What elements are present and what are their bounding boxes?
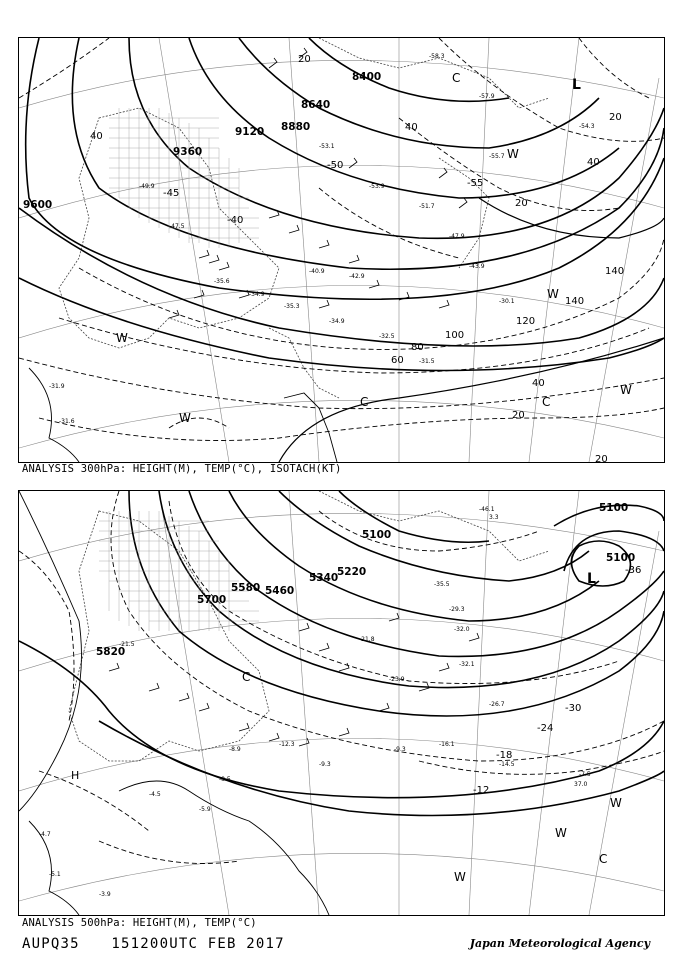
- low-circle: [554, 505, 664, 586]
- isotach-label: 140: [565, 296, 585, 307]
- svg-text:-8.5: -8.5: [219, 776, 231, 783]
- map-500hpa: [18, 490, 665, 916]
- svg-text:-35.5: -35.5: [434, 581, 450, 588]
- svg-text:-31.9: -31.9: [49, 383, 65, 390]
- height-label: 9120: [235, 126, 265, 138]
- isotach-label: 140: [605, 266, 625, 277]
- svg-text:-57.9: -57.9: [479, 93, 495, 100]
- warm-symbol: W: [610, 796, 622, 810]
- temp-label: -50: [327, 160, 344, 171]
- svg-text:-32.0: -32.0: [454, 626, 470, 633]
- isotach-label: 100: [445, 330, 465, 341]
- cold-symbol: C: [242, 670, 251, 684]
- svg-text:-31.6: -31.6: [59, 418, 75, 425]
- svg-text:-14.5: -14.5: [499, 761, 515, 768]
- height-label: 5580: [231, 582, 261, 594]
- svg-text:-51.7: -51.7: [419, 203, 435, 210]
- graticule: [19, 38, 664, 462]
- caption-300hpa: ANALYSIS 300hPa: HEIGHT(M), TEMP(°C), ISOTACH(KT): [22, 463, 342, 475]
- agency-name: Japan Meteorological Agency: [469, 937, 650, 950]
- svg-text:3.3: 3.3: [489, 514, 499, 521]
- chart-id: AUPQ35: [22, 936, 80, 952]
- isotach-label: 20: [515, 198, 528, 209]
- svg-text:-7.5: -7.5: [579, 771, 591, 778]
- caption-500hpa: ANALYSIS 500hPa: HEIGHT(M), TEMP(°C): [22, 917, 257, 929]
- warm-symbol: W: [454, 870, 466, 884]
- svg-text:-32.5: -32.5: [379, 333, 395, 340]
- height-label: 5460: [265, 585, 295, 597]
- warm-symbol: W: [507, 147, 519, 161]
- svg-text:-23.9: -23.9: [389, 676, 405, 683]
- isotach-label: 60: [391, 355, 404, 366]
- svg-text:-40.9: -40.9: [309, 268, 325, 275]
- svg-text:-34.9: -34.9: [249, 291, 265, 298]
- height-label: 5220: [337, 566, 367, 578]
- cold-symbol: C: [599, 852, 608, 866]
- svg-text:-32.1: -32.1: [459, 661, 475, 668]
- svg-text:-3.9: -3.9: [99, 891, 111, 898]
- height-label: 5340: [309, 572, 339, 584]
- isotach-label: 20: [609, 112, 622, 123]
- svg-text:-16.1: -16.1: [439, 741, 455, 748]
- isotach-label: 20: [595, 454, 608, 462]
- height-label: 5700: [197, 594, 227, 606]
- temp-label: -40: [227, 215, 244, 226]
- coastlines: [59, 38, 549, 398]
- isotherms: [19, 491, 664, 864]
- temp-label: -24: [537, 723, 554, 734]
- temp-label: -45: [163, 188, 180, 199]
- svg-text:-9.3: -9.3: [319, 761, 331, 768]
- svg-text:-42.9: -42.9: [349, 273, 365, 280]
- svg-text:-21.5: -21.5: [119, 641, 135, 648]
- chart-datetime: 151200UTC FEB 2017: [111, 936, 285, 952]
- isotachs: [19, 38, 664, 441]
- low-symbol: L: [587, 571, 596, 587]
- wind-barbs: [109, 613, 479, 746]
- isotach-label: 40: [532, 378, 545, 389]
- height-labels: [23, 71, 381, 211]
- height-label: 5100: [599, 502, 629, 514]
- svg-text:37.0: 37.0: [574, 781, 588, 788]
- warm-symbol: W: [116, 331, 128, 345]
- map-300hpa-canvas: [19, 38, 664, 462]
- height-label: 5100: [606, 552, 636, 564]
- svg-text:-46.1: -46.1: [479, 506, 495, 513]
- svg-text:-4.5: -4.5: [149, 791, 161, 798]
- svg-text:-47.9: -47.9: [449, 233, 465, 240]
- height-label: 5100: [362, 529, 392, 541]
- svg-text:-54.3: -54.3: [579, 123, 595, 130]
- cold-symbol: C: [542, 395, 551, 409]
- isotach-label: 40: [90, 131, 103, 142]
- isotach-label: 120: [516, 316, 536, 327]
- svg-text:-4.7: -4.7: [39, 831, 51, 838]
- chart-footer: [22, 936, 307, 952]
- svg-text:-8.9: -8.9: [229, 746, 241, 753]
- high-symbol: H: [71, 769, 80, 782]
- svg-text:-53.9: -53.9: [369, 183, 385, 190]
- temp-label: -18: [496, 750, 513, 761]
- svg-text:-5.1: -5.1: [49, 871, 61, 878]
- temp-label: -30: [565, 703, 582, 714]
- warm-symbol: W: [547, 287, 559, 301]
- station-plots: [39, 506, 591, 898]
- cold-symbol: C: [452, 71, 461, 85]
- map-500hpa-canvas: [19, 491, 664, 915]
- height-label: 5820: [96, 646, 126, 658]
- isotach-label: 20: [512, 410, 525, 421]
- height-label: 8640: [301, 99, 331, 111]
- svg-text:-35.3: -35.3: [284, 303, 300, 310]
- svg-text:-47.5: -47.5: [169, 223, 185, 230]
- svg-text:-35.6: -35.6: [214, 278, 230, 285]
- svg-text:-29.3: -29.3: [449, 606, 465, 613]
- map-300hpa: [18, 37, 665, 463]
- warm-symbol: W: [620, 383, 632, 397]
- isotach-label: 20: [298, 54, 311, 65]
- isotach-label: 40: [405, 122, 418, 133]
- svg-text:-58.3: -58.3: [429, 53, 445, 60]
- svg-text:-31.5: -31.5: [419, 358, 435, 365]
- height-label: 9600: [23, 199, 53, 211]
- isotach-label: 80: [411, 342, 424, 353]
- svg-text:-53.1: -53.1: [319, 143, 335, 150]
- svg-text:-26.7: -26.7: [489, 701, 505, 708]
- hatch-area: [99, 511, 259, 631]
- height-label: 8400: [352, 71, 382, 83]
- warm-symbol: W: [179, 411, 191, 425]
- svg-text:-12.3: -12.3: [279, 741, 295, 748]
- svg-text:-5.9: -5.9: [199, 806, 211, 813]
- svg-text:-30.1: -30.1: [499, 298, 515, 305]
- svg-text:-49.9: -49.9: [139, 183, 155, 190]
- svg-text:-55.7: -55.7: [489, 153, 505, 160]
- temp-label: -36: [625, 565, 642, 576]
- svg-text:-21.8: -21.8: [359, 636, 375, 643]
- temp-label: -12: [473, 785, 490, 796]
- svg-text:-34.9: -34.9: [329, 318, 345, 325]
- cold-symbol: C: [360, 395, 369, 409]
- isotach-label: 40: [587, 157, 600, 168]
- warm-symbol: W: [555, 826, 567, 840]
- temp-labels: [163, 160, 483, 226]
- temp-label: -55: [467, 178, 484, 189]
- svg-text:-43.9: -43.9: [469, 263, 485, 270]
- height-label: 8880: [281, 121, 311, 133]
- svg-text:-9.3: -9.3: [394, 746, 406, 753]
- height-label: 9360: [173, 146, 203, 158]
- low-symbol: L: [572, 77, 581, 93]
